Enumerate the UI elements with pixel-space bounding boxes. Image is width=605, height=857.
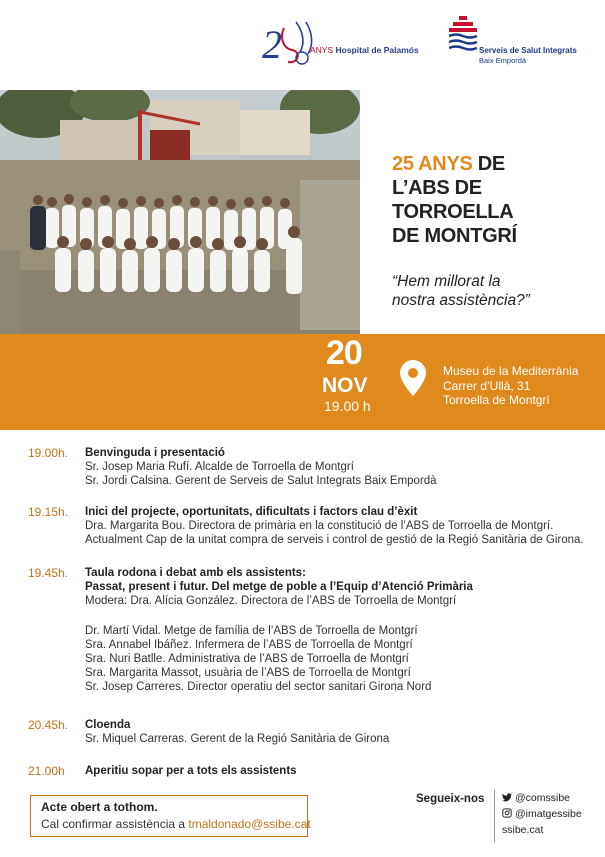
instagram-link[interactable]: [502, 806, 582, 822]
program-title: Taula rodona i debat amb els assistents:: [85, 567, 306, 579]
ssibe-name-line1: Serveis de Salut Integrats: [479, 46, 577, 55]
twitter-handle: @comssibe: [515, 792, 571, 804]
program-content: [85, 505, 600, 547]
event-month: NOV: [322, 374, 368, 397]
program-content: [85, 764, 600, 778]
program-line: Dra. Margarita Bou. Directora de primària en la constitució de l’ABS de Torroella de Montgrí.: [85, 520, 554, 532]
title-accent-text: 25 ANYS: [392, 153, 473, 175]
title-line4: DE MONTGRÍ: [392, 225, 517, 247]
quote-line1: “Hem millorat la: [392, 273, 501, 290]
twitter-link[interactable]: [502, 790, 582, 806]
program-line: Actualment Cap de la unitat compra de serveis i control de gestió de la Regió Sanitària de Girona.: [85, 534, 584, 546]
team-photo-image: [0, 90, 360, 334]
panelist: Sra. Annabel Ibáñez. Infermera de l’ABS de Torroella de Montgrí: [85, 639, 413, 651]
program-title: Cloenda: [85, 719, 131, 731]
quote-line2: nostra assistència?”: [392, 292, 530, 309]
page-header: [0, 0, 605, 90]
hero-section: [0, 90, 605, 430]
ssibe-mark-icon: [449, 16, 479, 52]
subtitle-quote: [392, 272, 592, 310]
location-pin-icon: [400, 360, 426, 396]
venue-address: Carrer d’Ullà, 31: [443, 378, 531, 393]
hospital-palamos-logo: [262, 18, 432, 68]
open-event-text: Acte obert a tothom.: [41, 800, 158, 814]
page-title: [392, 152, 592, 248]
instagram-icon: [502, 808, 512, 818]
program-line: Sr. Jordi Calsina. Gerent de Serveis de Salut Integrats Baix Empordà: [85, 475, 437, 487]
program-time: 19.15h.: [28, 505, 69, 519]
panelist: Sra. Margarita Massot, usuària de l’ABS de Torroella de Montgrí: [85, 667, 411, 679]
title-panel: [360, 100, 605, 334]
logo-anys-text: ANYS: [310, 45, 334, 55]
program-title: Aperitiu sopar per a tots els assistents: [85, 765, 297, 777]
25-anys-logo-icon: [262, 18, 322, 68]
title-line2: L’ABS DE: [392, 177, 482, 199]
program-time: 19.45h.: [28, 566, 69, 580]
program-line: Modera: Dra. Alícia González. Directora de l’ABS de Torroella de Montgrí: [85, 595, 457, 607]
event-info-band: [0, 334, 605, 430]
rsvp-text: [41, 817, 311, 831]
event-day: 20: [326, 334, 362, 372]
title-line1-rest: DE: [472, 153, 505, 175]
event-venue: [443, 364, 578, 408]
event-time: 19.00 h: [324, 398, 371, 414]
rsvp-prefix: Cal confirmar assistència a: [41, 817, 189, 831]
program-content: [85, 566, 600, 694]
title-line3: TORROELLA: [392, 201, 514, 223]
program-time: 19.00h.: [28, 446, 69, 460]
social-links: [502, 790, 582, 838]
panelist: Dr. Martí Vidal. Metge de família de l’ABS de Torroella de Montgrí: [85, 625, 418, 637]
rsvp-email-link[interactable]: tmaldonado@ssibe.cat: [188, 817, 311, 831]
venue-town: Torroella de Montgrí: [443, 393, 550, 407]
program-title: Benvinguda i presentació: [85, 447, 225, 459]
program-time: 20.45h.: [28, 718, 69, 732]
program-content: [85, 718, 600, 746]
twitter-icon: [502, 793, 512, 802]
team-photo: [0, 90, 360, 334]
ssibe-name-line2: Baix Empordà: [479, 56, 527, 65]
rsvp-box: [30, 795, 311, 837]
logo-hospital-name: Hospital de Palamós: [335, 45, 419, 55]
panelist: Sr. Josep Carreres. Director operatiu del sector sanitari Girona Nord: [85, 681, 432, 693]
program-subtitle: Passat, present i futur. Del metge de poble a l’Equip d’Atenció Primària: [85, 581, 473, 593]
hospital-logo-text: [310, 45, 419, 55]
program-line: Sr. Miquel Carreras. Gerent de la Regió Sanitària de Girona: [85, 733, 390, 745]
program-line: Sr. Josep Maria Rufí. Alcalde de Torroella de Montgrí: [85, 461, 354, 473]
program-title: Inici del projecte, oportunitats, dificultats i factors clau d’èxit: [85, 506, 418, 518]
ssibe-logo: [449, 16, 589, 70]
divider: [494, 790, 495, 842]
website-link[interactable]: ssibe.cat: [502, 824, 544, 836]
program-time: 21.00h: [28, 764, 65, 778]
follow-us-label: Segueix-nos: [416, 793, 485, 805]
instagram-handle: @imatgessibe: [515, 808, 582, 820]
venue-name: Museu de la Mediterrània: [443, 364, 579, 378]
program-content: [85, 446, 600, 488]
panelist: Sra. Nuri Batlle. Administrativa de l’ABS de Torroella de Montgrí: [85, 653, 409, 665]
svg-text:2: 2: [262, 22, 282, 67]
